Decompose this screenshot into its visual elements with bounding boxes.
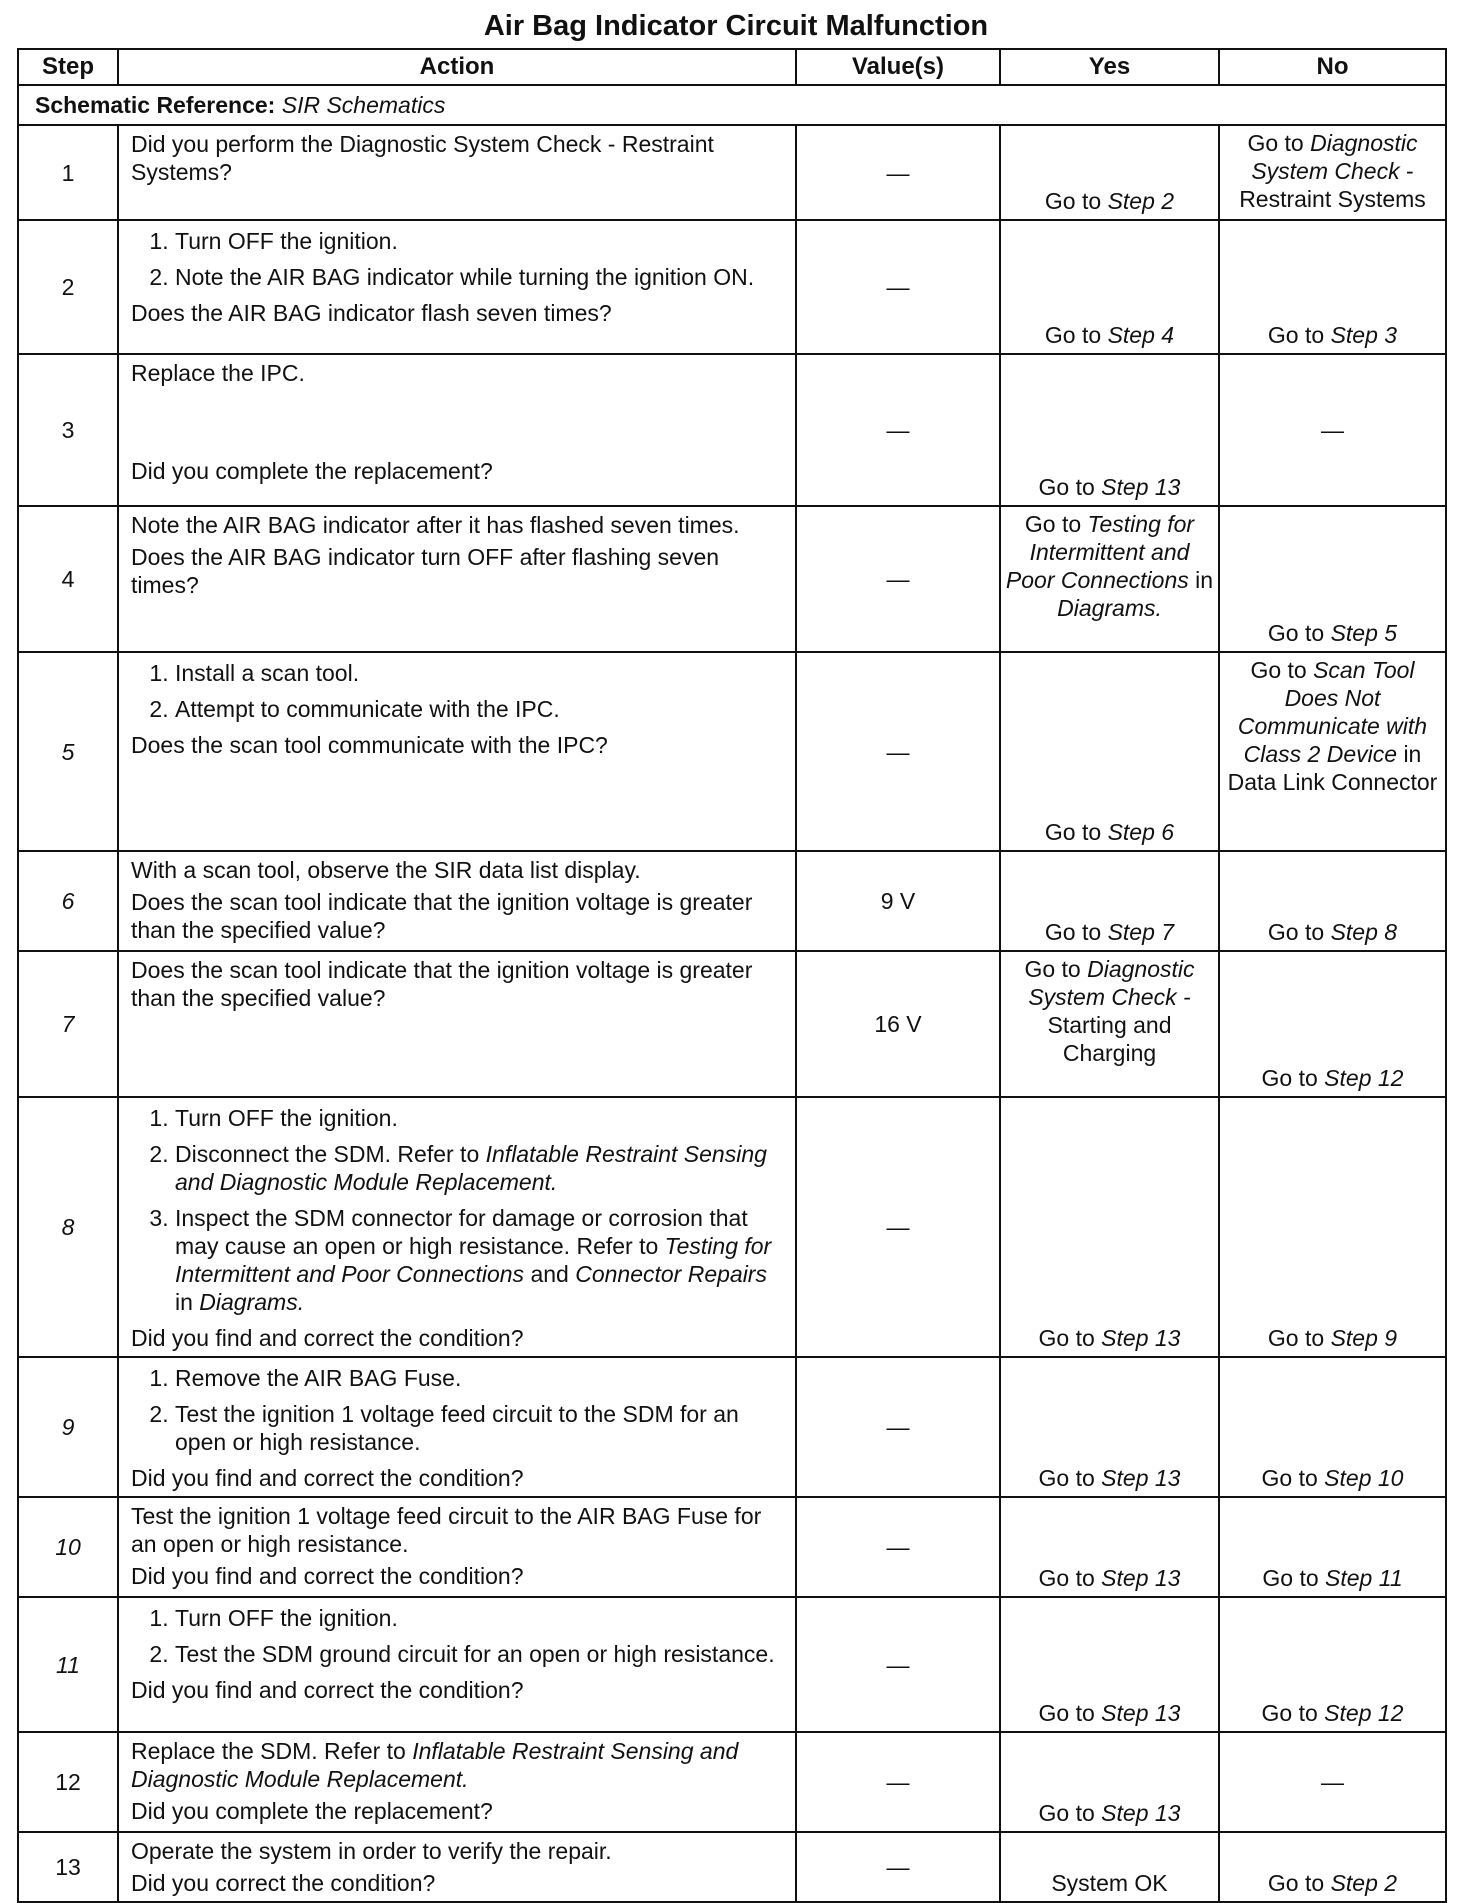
action-step-text: and [530,1261,569,1287]
value-cell: — [796,1597,1000,1732]
schematic-reference [18,85,1446,125]
action-step: 2. Attempt to communicate with the IPC. [175,695,785,723]
procedure-link[interactable]: Connector Repairs [575,1261,767,1287]
table-row [18,851,1446,951]
procedure-text: Starting and Charging [1047,1012,1172,1066]
step-number: 4 [18,506,118,652]
action-question: Did you find and correct the condition? [131,1325,524,1351]
step-link[interactable]: Step 13 [1101,474,1181,500]
go-to-text: Go to [1024,956,1081,982]
action-steps [131,1364,785,1456]
step-link[interactable]: Step 13 [1101,1800,1181,1826]
action-text-part: Replace the SDM. Refer to [131,1738,406,1764]
schematic-link[interactable]: SIR Schematics [281,92,446,118]
go-to-text: Go to [1038,474,1095,500]
action-question: Did you find and correct the condition? [131,1465,524,1491]
step-number: 5 [18,652,118,851]
step-link[interactable]: Step 12 [1324,1700,1404,1726]
yes-cell: System OK [1000,1832,1219,1902]
yes-cell [1000,951,1219,1097]
step-number: 2 [18,220,118,354]
action-text [131,1737,785,1793]
procedure-link[interactable]: Inflatable Restraint Sensing and Diagnostic Module Replacement. [131,1738,739,1792]
action-text: Note the AIR BAG indicator after it has flashed seven times. [131,512,740,538]
action-step-text: Disconnect the SDM. Refer to [175,1141,480,1167]
schematic-label: Schematic Reference: [35,92,276,118]
action-steps [131,1604,785,1668]
no-cell [1219,1497,1446,1597]
yes-cell [1000,1732,1219,1832]
yes-cell [1000,506,1219,652]
no-cell [1219,652,1446,851]
procedure-link[interactable]: Testing for Intermittent and Poor Connections [175,1233,772,1287]
go-to-text: Go to [1044,188,1102,214]
action-cell [118,125,796,220]
action-cell [118,506,796,652]
procedure-link[interactable]: Diagrams. [1057,595,1162,621]
procedure-text: in [1195,567,1214,593]
step-link[interactable]: Step 2 [1107,188,1175,214]
procedure-link[interactable]: Diagnostic System Check - [1028,956,1195,1010]
value-cell: — [796,1832,1000,1902]
action-text: Operate the system in order to verify the repair. [131,1838,612,1864]
value-cell: — [796,506,1000,652]
action-question: Does the AIR BAG indicator turn OFF after flashing seven times? [131,544,720,598]
go-to-text: Go to [1261,1465,1318,1491]
action-question: Did you correct the condition? [131,1870,436,1896]
step-link[interactable]: Step 13 [1101,1700,1181,1726]
value-cell: — [796,1732,1000,1832]
procedure-link[interactable]: Diagrams. [199,1289,305,1315]
action-question: Does the scan tool indicate that the ignition voltage is greater than the specified value? [131,957,753,1011]
go-to-text: Go to [1044,322,1102,348]
go-to-text: Go to [1267,620,1325,646]
go-to-text: Go to [1267,1870,1325,1896]
yes-cell [1000,220,1219,354]
header-values: Value(s) [796,49,1000,85]
table-row [18,1732,1446,1832]
table-row [18,1497,1446,1597]
procedure-link[interactable]: Testing for Intermittent and Poor Connections [1005,511,1195,593]
action-step: 1. Remove the AIR BAG Fuse. [175,1364,785,1392]
header-action: Action [118,49,796,85]
step-number: 7 [18,951,118,1097]
table-row [18,125,1446,220]
step-number: 8 [18,1097,118,1357]
no-cell [1219,951,1446,1097]
yes-cell [1000,354,1219,506]
go-to-text: Go to [1038,1325,1095,1351]
action-step: 1. Turn OFF the ignition. [175,1104,785,1132]
value-cell: 16 V [796,951,1000,1097]
action-cell [118,1497,796,1597]
go-to-text: Go to [1024,511,1082,537]
action-cell [118,851,796,951]
step-link[interactable]: Step 13 [1101,1325,1181,1351]
table-row [18,1832,1446,1902]
step-number: 12 [18,1732,118,1832]
action-step [175,1204,785,1316]
action-step-text: in [175,1289,193,1315]
no-cell [1219,1097,1446,1357]
go-to-text: Go to [1044,919,1102,945]
spacer [131,387,785,453]
go-to-text: Go to [1038,1565,1095,1591]
schematic-row [18,85,1446,125]
table-row [18,220,1446,354]
step-number: 9 [18,1357,118,1497]
action-cell [118,1097,796,1357]
step-link[interactable]: Step 5 [1330,620,1398,646]
diagnostic-table [17,48,1447,1903]
action-question: Did you complete the replacement? [131,458,493,484]
no-cell: — [1219,354,1446,506]
step-number: 11 [18,1597,118,1732]
table-row [18,951,1446,1097]
go-to-text: Go to [1038,1800,1095,1826]
step-link[interactable]: Step 13 [1101,1565,1181,1591]
no-cell [1219,851,1446,951]
value-cell: — [796,1097,1000,1357]
header-row [18,49,1446,85]
go-to-text: Go to [1247,130,1304,156]
step-number: 13 [18,1832,118,1902]
no-cell [1219,125,1446,220]
procedure-link[interactable]: Scan Tool Does Not Communicate with Class 2 Device [1237,657,1428,767]
yes-cell [1000,125,1219,220]
no-cell [1219,220,1446,354]
action-steps [131,227,785,291]
action-text: Test the ignition 1 voltage feed circuit to the AIR BAG Fuse for an open or high resistance. [131,1503,762,1557]
step-number: 1 [18,125,118,220]
header-yes: Yes [1000,49,1219,85]
procedure-link[interactable]: Diagnostic System Check [1251,130,1418,184]
action-text: Replace the IPC. [131,360,305,386]
no-cell [1219,506,1446,652]
action-cell [118,1357,796,1497]
action-text: With a scan tool, observe the SIR data list display. [131,857,641,883]
yes-cell [1000,652,1219,851]
value-cell: — [796,1497,1000,1597]
go-to-text: Go to [1267,1325,1325,1351]
go-to-text: Go to [1262,1565,1319,1591]
action-step: 2. Test the SDM ground circuit for an open or high resistance. [175,1640,785,1668]
go-to-text: Go to [1044,819,1102,845]
step-link[interactable]: Step 7 [1107,919,1175,945]
action-cell [118,1597,796,1732]
action-question: Did you find and correct the condition? [131,1563,524,1589]
action-cell [118,220,796,354]
action-cell [118,652,796,851]
yes-cell [1000,1597,1219,1732]
no-cell [1219,1832,1446,1902]
step-link[interactable]: Step 3 [1330,322,1398,348]
table-row [18,506,1446,652]
go-to-text: Go to [1038,1465,1095,1491]
step-number: 3 [18,354,118,506]
action-step: 2. Note the AIR BAG indicator while turning the ignition ON. [175,263,785,291]
header-step: Step [18,49,118,85]
no-cell [1219,1357,1446,1497]
value-cell: — [796,220,1000,354]
no-cell: — [1219,1732,1446,1832]
action-steps [131,1104,785,1316]
action-step [175,1140,785,1196]
step-link[interactable]: Step 4 [1107,322,1175,348]
step-link[interactable]: Step 6 [1107,819,1175,845]
value-cell: — [796,652,1000,851]
go-to-text: Go to [1267,322,1325,348]
action-step: 1. Turn OFF the ignition. [175,1604,785,1632]
step-number: 6 [18,851,118,951]
table-row [18,354,1446,506]
action-step-text: Inspect the SDM connector for damage or corrosion that may cause an open or high resistance. Refer to [175,1205,748,1259]
action-steps [131,659,785,723]
step-link[interactable]: Step 9 [1330,1325,1398,1351]
page-title: Air Bag Indicator Circuit Malfunction [483,10,989,42]
action-step: 1. Install a scan tool. [175,659,785,687]
table-row [18,1597,1446,1732]
table-row [18,652,1446,851]
action-cell [118,354,796,506]
value-cell: — [796,125,1000,220]
go-to-text: Go to [1261,1065,1318,1091]
action-step: 2. Test the ignition 1 voltage feed circuit to the SDM for an open or high resistance. [175,1400,785,1456]
step-number: 10 [18,1497,118,1597]
action-question: Did you find and correct the condition? [131,1677,524,1703]
procedure-text: in Data Link Connector [1227,741,1438,795]
header-no: No [1219,49,1446,85]
go-to-text: Go to [1267,919,1325,945]
step-link[interactable]: Step 11 [1325,1565,1403,1591]
action-question: Did you complete the replacement? [131,1798,493,1824]
table-row [18,1357,1446,1497]
step-link[interactable]: Step 10 [1324,1465,1404,1491]
procedure-text: - Restraint Systems [1239,158,1426,212]
procedure-link[interactable]: Inflatable Restraint Sensing and Diagnostic Module Replacement. [175,1141,767,1195]
yes-cell [1000,1357,1219,1497]
action-question: Did you perform the Diagnostic System Check - Restraint Systems? [131,131,714,185]
go-to-text: Go to [1261,1700,1318,1726]
go-to-text: Go to [1250,657,1307,683]
action-cell [118,951,796,1097]
action-cell [118,1732,796,1832]
action-question: Does the scan tool communicate with the IPC? [131,732,608,758]
go-to-text: Go to [1038,1700,1095,1726]
table-row [18,1097,1446,1357]
action-step: 1. Turn OFF the ignition. [175,227,785,255]
no-cell [1219,1597,1446,1732]
value-cell: — [796,1357,1000,1497]
yes-cell [1000,851,1219,951]
action-cell [118,1832,796,1902]
action-question: Does the scan tool indicate that the ignition voltage is greater than the specified value? [131,889,753,943]
step-link[interactable]: Step 2 [1330,1870,1398,1896]
yes-cell [1000,1497,1219,1597]
step-link[interactable]: Step 12 [1324,1065,1404,1091]
step-link[interactable]: Step 13 [1101,1465,1181,1491]
value-cell: 9 V [796,851,1000,951]
action-question: Does the AIR BAG indicator flash seven times? [131,300,612,326]
step-link[interactable]: Step 8 [1330,919,1398,945]
yes-cell [1000,1097,1219,1357]
value-cell: — [796,354,1000,506]
